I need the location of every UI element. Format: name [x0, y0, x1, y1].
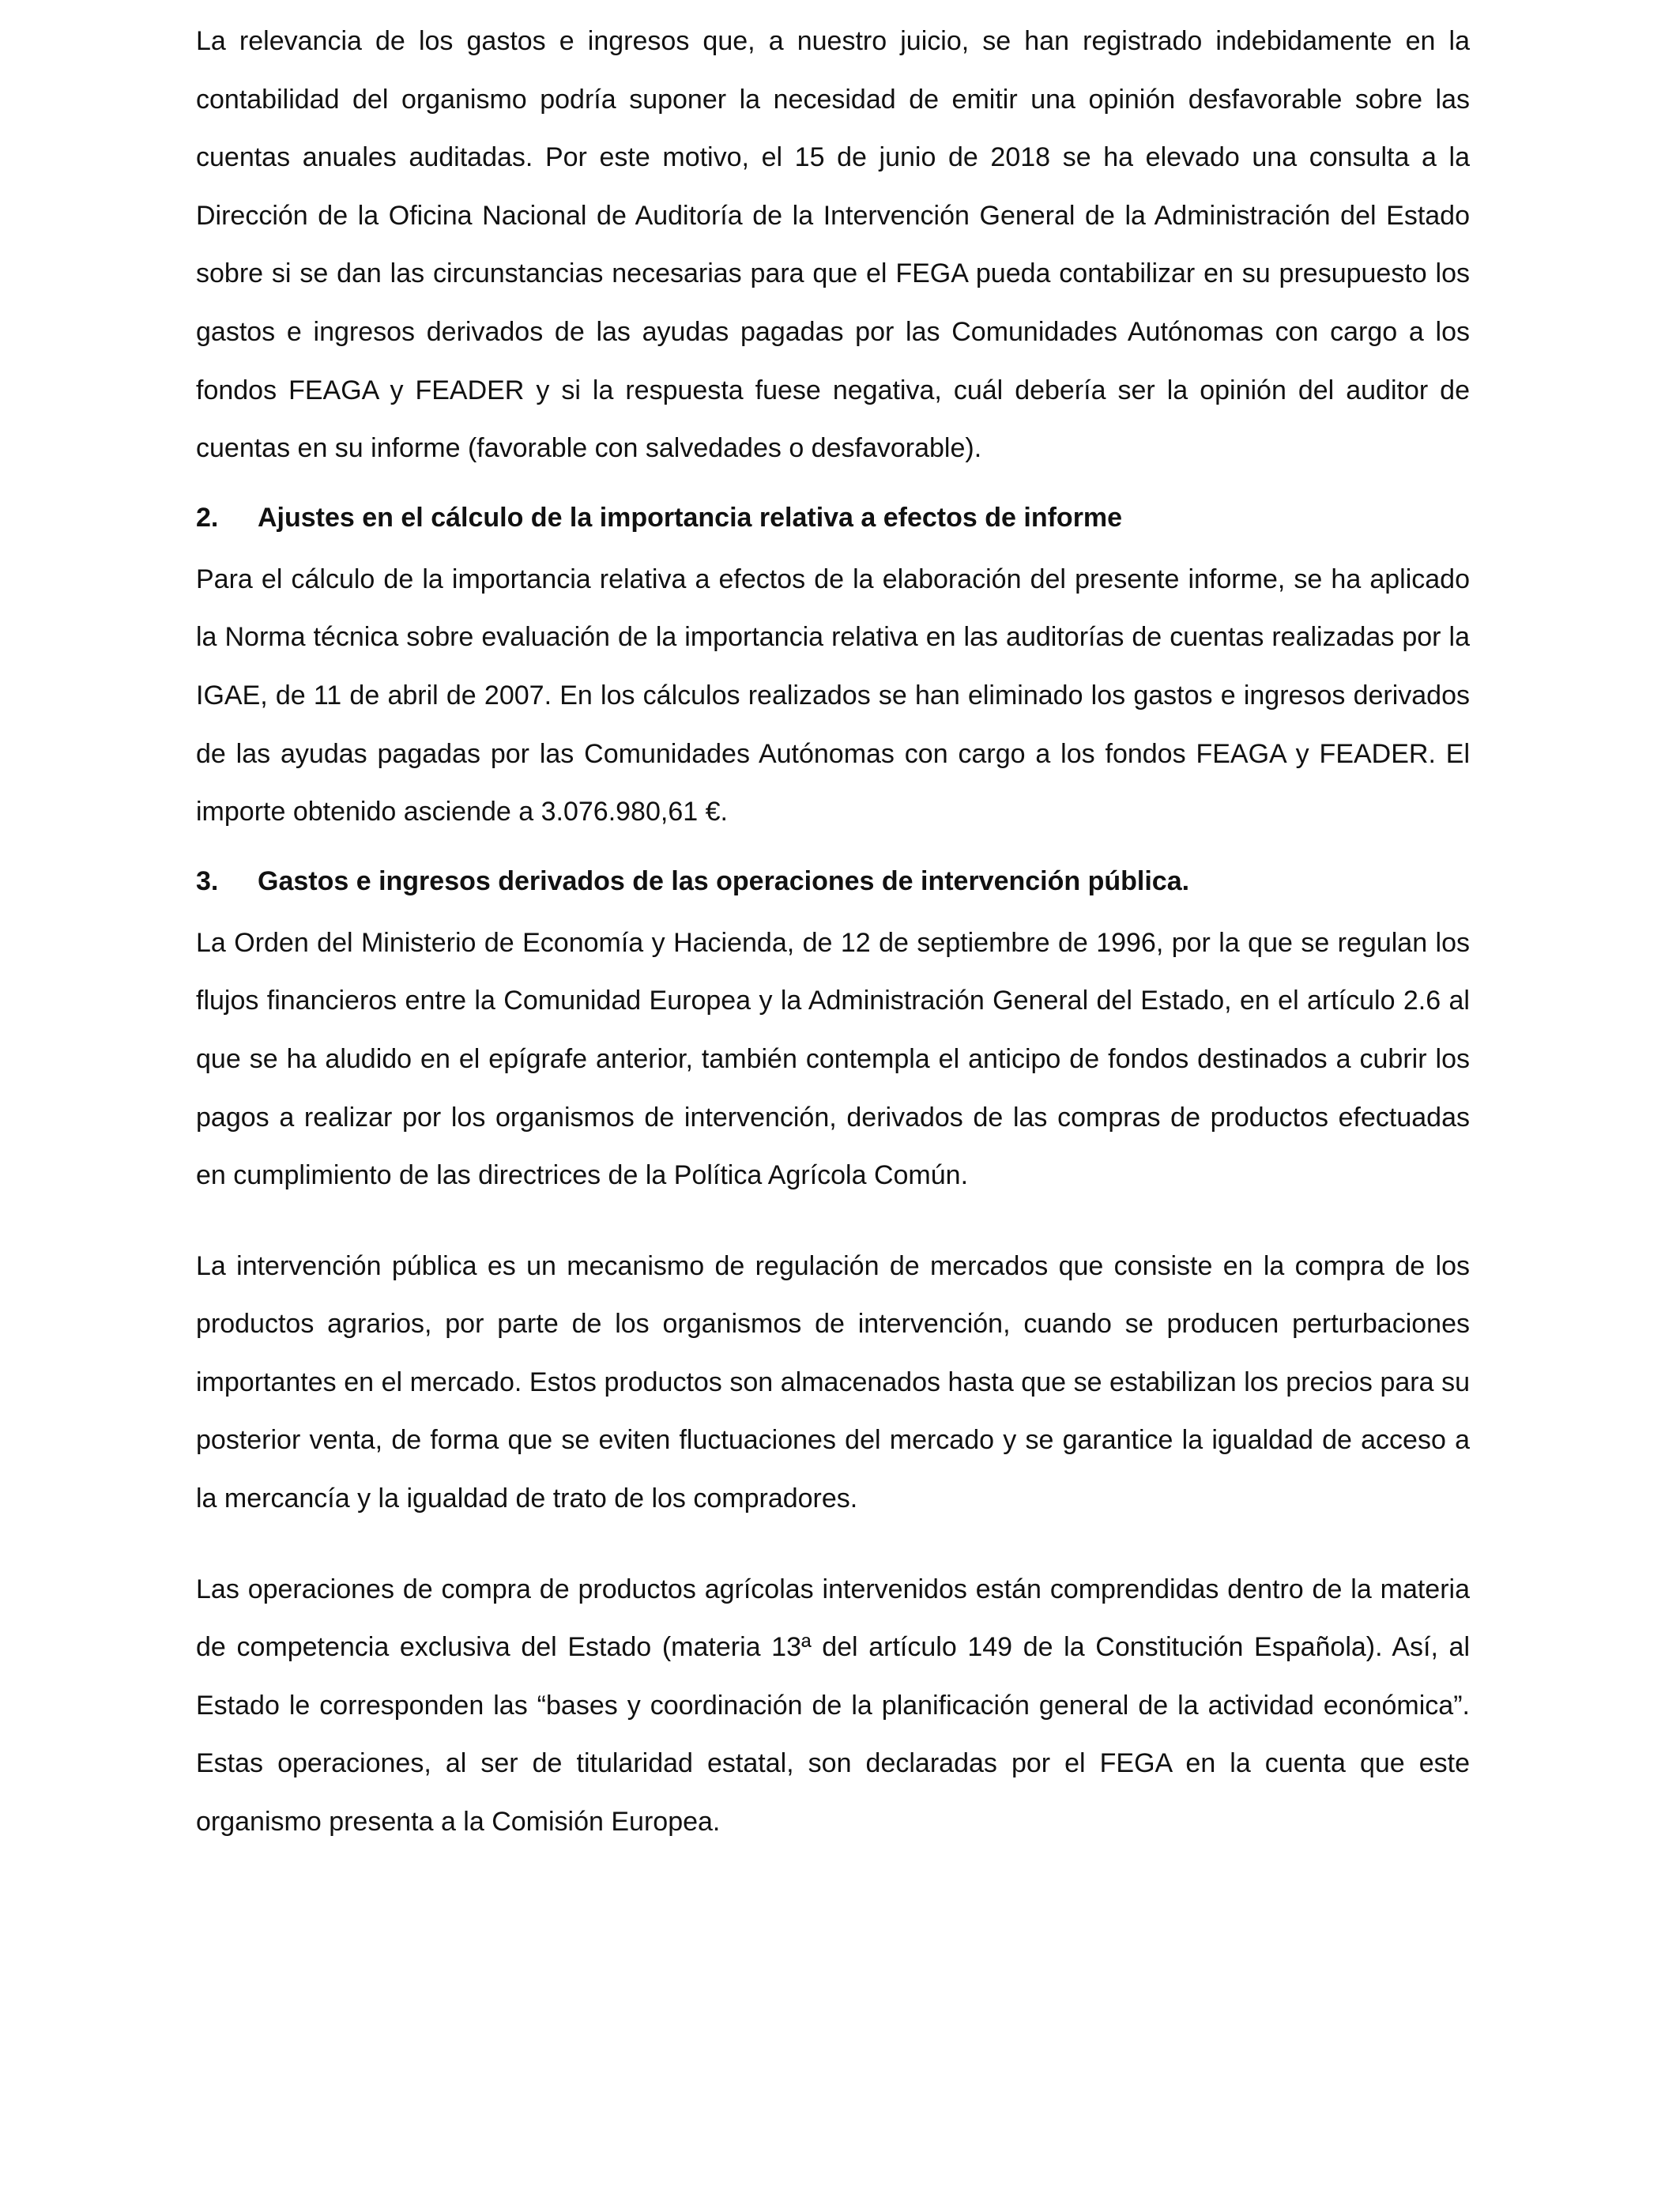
section-2-title: Ajustes en el cálculo de la importancia relativa a efectos de informe [258, 502, 1123, 533]
section-3-number: 3. [196, 865, 219, 896]
section-3-title: Gastos e ingresos derivados de las operaciones de intervención pública. [258, 865, 1190, 896]
section-3-paragraph-1: La Orden del Ministerio de Economía y Hacienda, de 12 de septiembre de 1996, por la que se regulan los flujos financieros entre la Comunidad Europea y la Administración General del Estado, en el artículo 2.6 al que se ha aludido en el epígrafe anterior, también contempla el anticipo de fondos destinados a cubrir los pagos a realizar por los organismos de intervención, derivados de las compras de productos efectuadas en cumplimiento de las directrices de la Política Agrícola Común. [196, 927, 1470, 1191]
section-2-paragraph-1: Para el cálculo de la importancia relativa a efectos de la elaboración del presente informe, se ha aplicado la Norma técnica sobre evaluación de la importancia relativa en las auditorías de cuentas realizadas por la IGAE, de 11 de abril de 2007. En los cálculos realizados se han eliminado los gastos e ingresos derivados de las ayudas pagadas por las Comunidades Autónomas con cargo a los fondos FEAGA y FEADER. El importe obtenido asciende a 3.076.980,61 €. [196, 564, 1470, 827]
section-3-paragraph-2: La intervención pública es un mecanismo de regulación de mercados que consiste en la compra de los productos agrarios, por parte de los organismos de intervención, cuando se producen perturbaciones importantes en el mercado. Estos productos son almacenados hasta que se estabilizan los precios para su posterior venta, de forma que se eviten fluctuaciones del mercado y se garantice la igualdad de acceso a la mercancía y la igualdad de trato de los compradores. [196, 1250, 1470, 1514]
section-2-heading [196, 502, 1470, 533]
intro-paragraph: La relevancia de los gastos e ingresos que, a nuestro juicio, se han registrado indebidamente en la contabilidad del organismo podría suponer la necesidad de emitir una opinión desfavorable sobre las cuentas anuales auditadas. Por este motivo, el 15 de junio de 2018 se ha elevado una consulta a la Dirección de la Oficina Nacional de Auditoría de la Intervención General de la Administración del Estado sobre si se dan las circunstancias necesarias para que el FEGA pueda contabilizar en su presupuesto los gastos e ingresos derivados de las ayudas pagadas por las Comunidades Autónomas con cargo a los fondos FEAGA y FEADER y si la respuesta fuese negativa, cuál debería ser la opinión del auditor de cuentas en su informe (favorable con salvedades o desfavorable). [196, 26, 1470, 464]
section-3-paragraph-3: Las operaciones de compra de productos agrícolas intervenidos están comprendidas dentro de la materia de competencia exclusiva del Estado (materia 13ª del artículo 149 de la Constitución Española). Así, al Estado le corresponden las “bases y coordinación de la planificación general de la actividad económica”. Estas operaciones, al ser de titularidad estatal, son declaradas por el FEGA en la cuenta que este organismo presenta a la Comisión Europea. [196, 1574, 1470, 1838]
document-body [196, 13, 1470, 1852]
section-2-number: 2. [196, 502, 219, 533]
section-3-heading [196, 865, 1470, 897]
